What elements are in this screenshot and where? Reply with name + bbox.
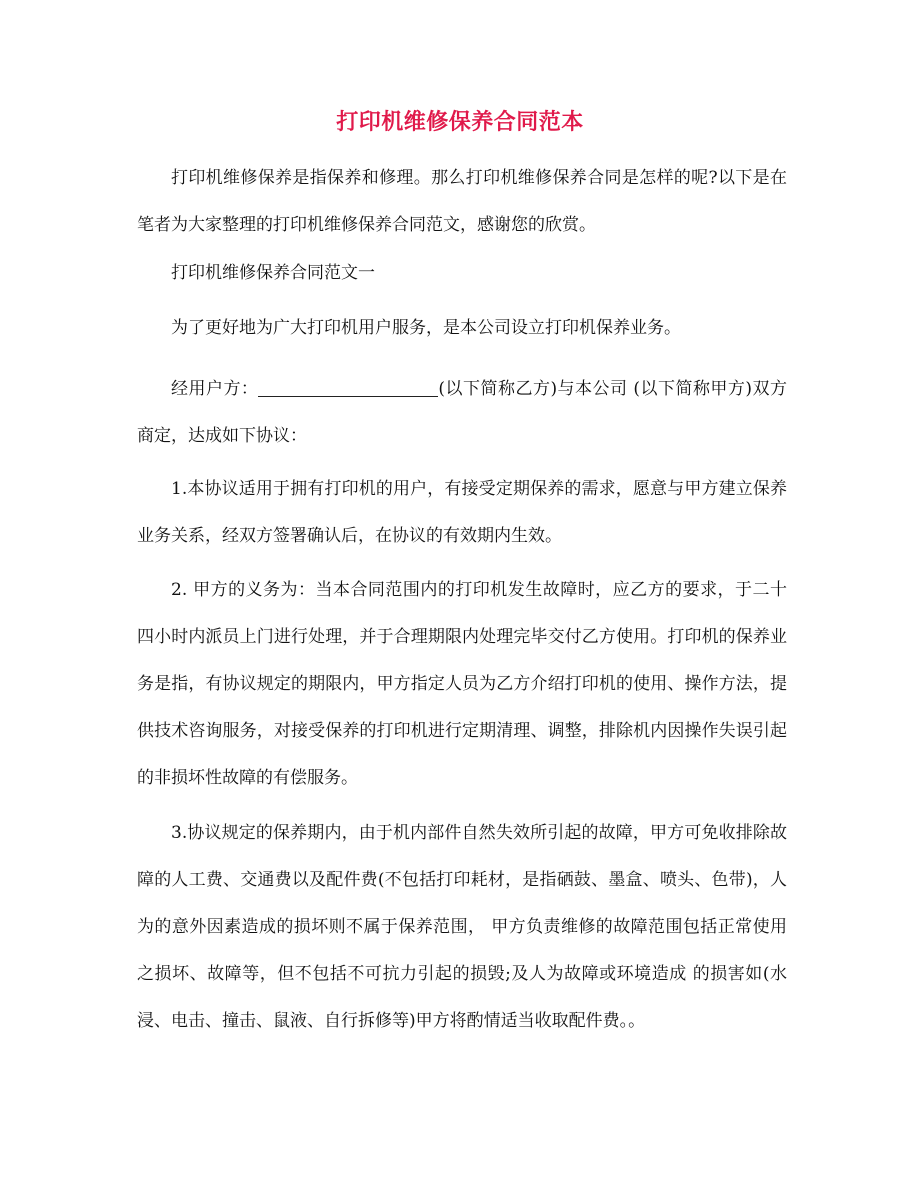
- clause-1: 1.本协议适用于拥有打印机的用户，有接受定期保养的需求，愿意与甲方建立保养业务关系，经双方签署确认后，在协议的有效期内生效。: [137, 479, 787, 546]
- party-suffix: (以下简称乙方)与本公司 (以下简称甲方)双方商定，达成如下协议：: [137, 379, 787, 446]
- clause-3: 3.协议规定的保养期内，由于机内部件自然失效所引起的故障，甲方可免收排除故障的人工费、交通费以及配件费(不包括打印耗材，是指硒鼓、墨盒、喷头、色带)，人为的意外因素造成的损坏则不属于保养范围， 甲方负责维修的故障范围包括正常使用之损坏、故障等，但不包括不可抗力引起的损毁;及人为故障或环境造成 的损害如(水浸、电击、撞击、鼠液、自行拆修等)甲方将酌情适当收取配件费。。: [137, 823, 787, 1031]
- document-title: 打印机维修保养合同范本: [336, 110, 584, 135]
- party-prefix: 经用户方：: [171, 379, 259, 399]
- party-paragraph: [137, 366, 787, 460]
- intro-paragraph: 打印机维修保养是指保养和修理。那么打印机维修保养合同是怎样的呢?以下是在笔者为大家整理的打印机维修保养合同范文，感谢您的欣赏。: [137, 168, 787, 235]
- clause-2: 2. 甲方的义务为：当本合同范围内的打印机发生故障时，应乙方的要求，于二十四小时内派员上门进行处理，并于合理期限内处理完毕交付乙方使用。打印机的保养业务是指，有协议规定的期限内，甲方指定人员为乙方介绍打印机的使用、操作方法，提供技术咨询服务，对接受保养的打印机进行定期清理、调整，排除机内因操作失误引起的非损坏性故障的有偿服务。: [137, 580, 787, 788]
- purpose-paragraph: 为了更好地为广大打印机用户服务，是本公司设立打印机保养业务。: [171, 318, 681, 338]
- section-heading: 打印机维修保养合同范文一: [171, 263, 375, 283]
- user-name-blank: [258, 376, 438, 397]
